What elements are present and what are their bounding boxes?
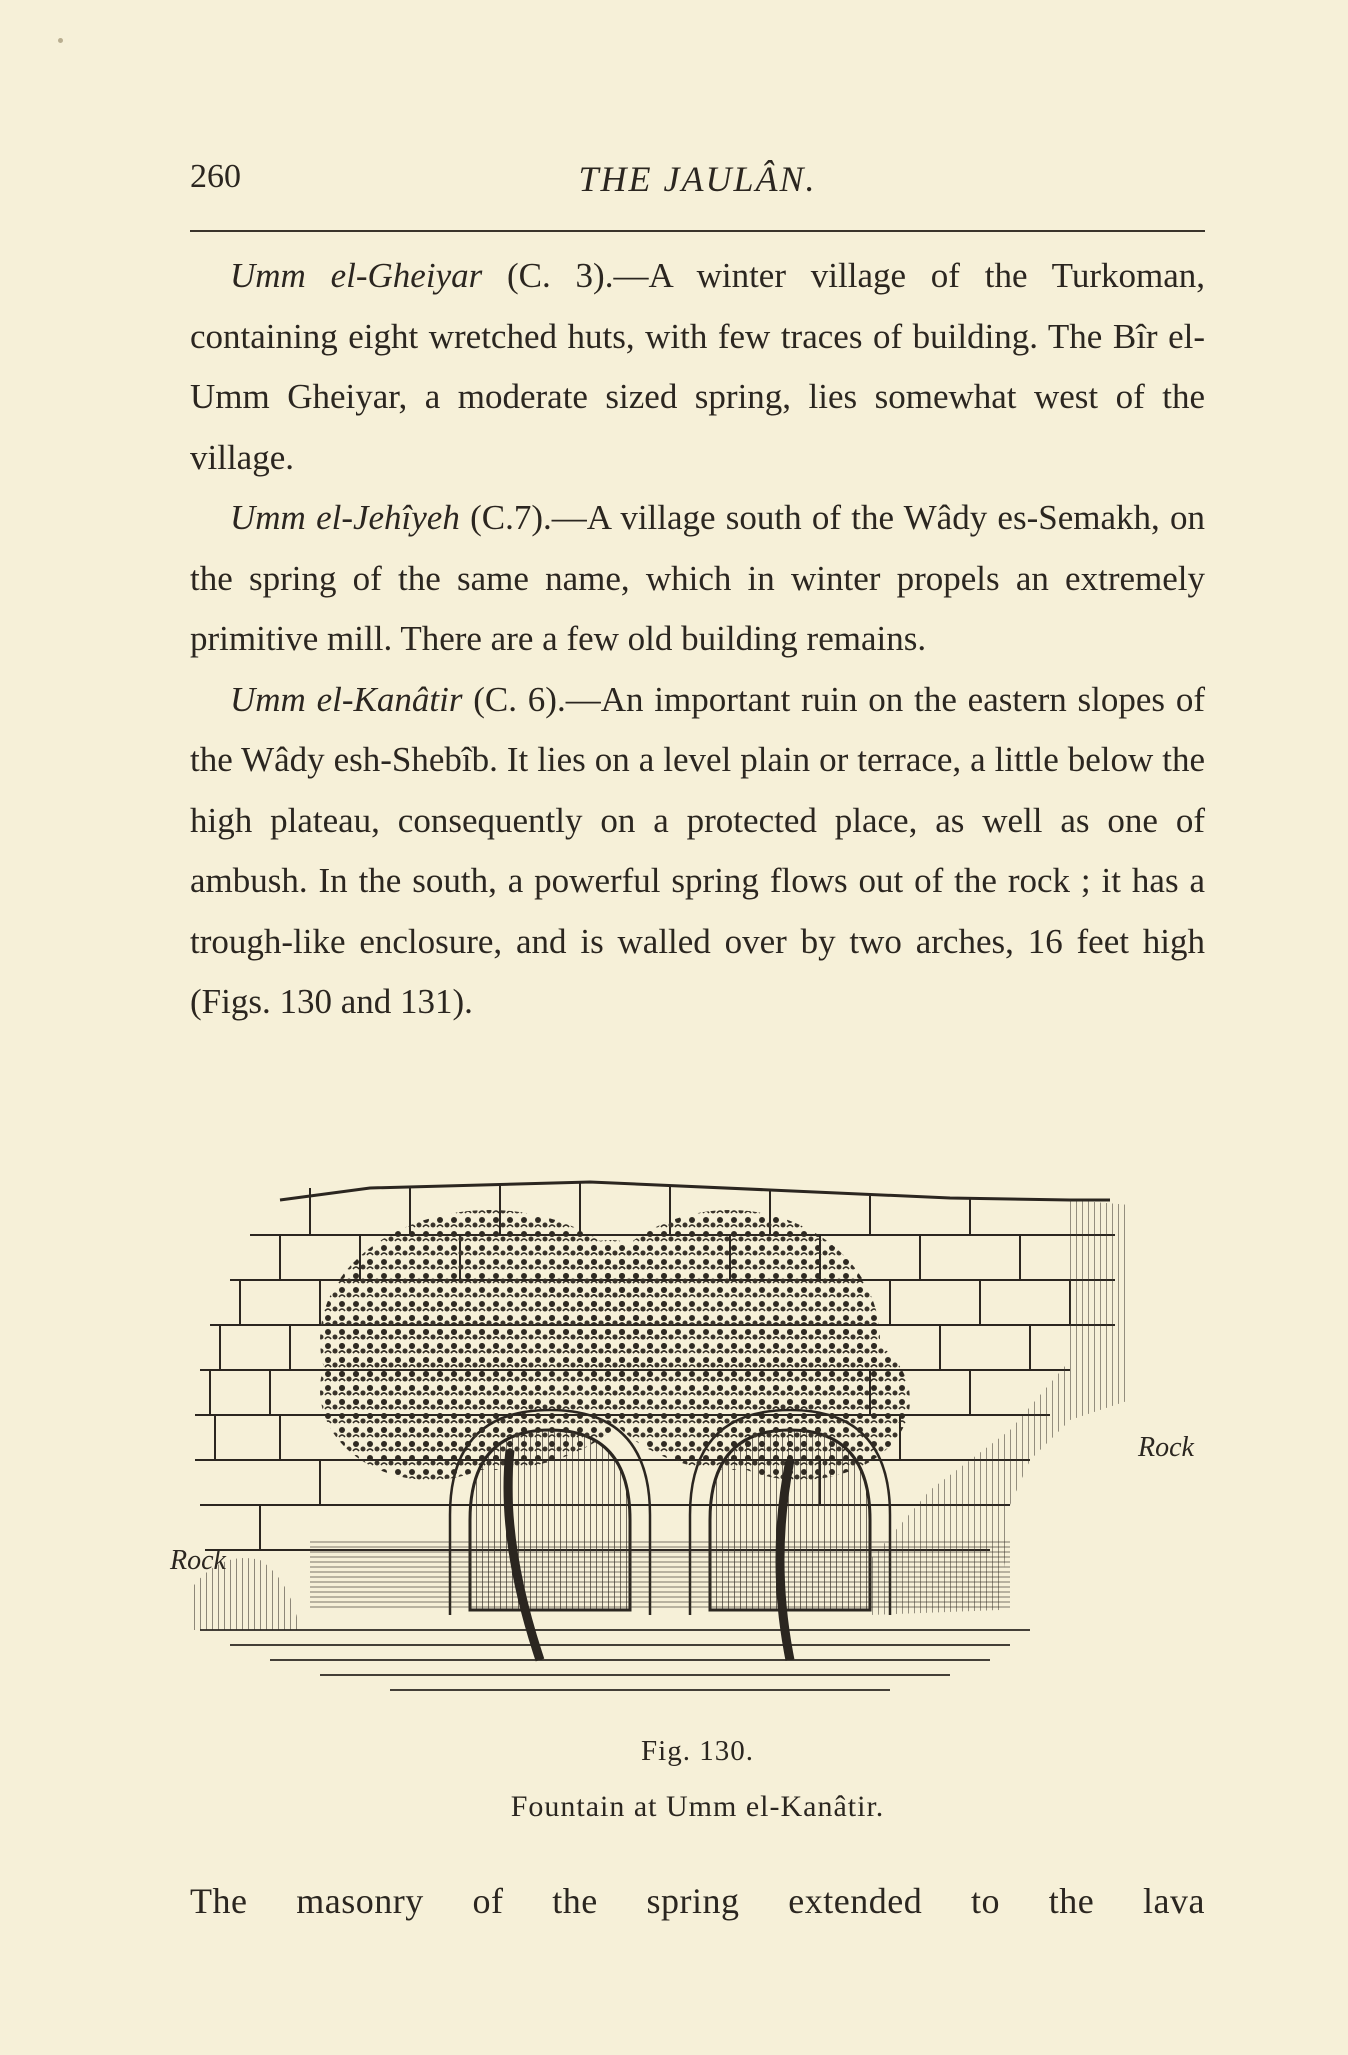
figure-caption: Fountain at Umm el-Kanâtir. (510, 1790, 885, 1823)
page-header (190, 158, 1205, 208)
rock-label-right: Rock (1138, 1432, 1194, 1463)
entry-title: Umm el-Jehîyeh (230, 498, 460, 537)
page-number: 260 (190, 158, 241, 195)
ground-lines (200, 1630, 1030, 1690)
engraving-illustration (170, 1160, 1230, 1720)
entry-text: (C. 3).—A winter village of the Turkoman, containing eight wretched huts, with few traces of building. The Bîr el-Umm Gheiyar, a moderate sized spring, lies somewhat west of the village. (190, 256, 1205, 477)
entry-text: (C. 6).—An important ruin on the eastern slopes of the Wâdy esh-Shebîb. It lies on a level plain or terrace, a little below the high plateau, consequently on a protected place, as well as one of ambush. In the south, a powerful spring flows out of the rock ; it has a trough-like enclosure, and is walled over by two arches, 16 feet high (Figs. 130 and 131). (190, 679, 1205, 1021)
wall-top-edge (280, 1182, 1110, 1200)
trough-enclosure (310, 1540, 1010, 1610)
body-text (190, 246, 1205, 1033)
rock-label-left: Rock (170, 1545, 226, 1576)
entry-paragraph (190, 488, 1205, 670)
fountain-engraving (170, 1160, 1230, 1720)
header-rule (190, 230, 1205, 232)
continuation-line: The masonry of the spring extended to the lava (190, 1881, 1205, 1921)
entry-text: (C.7).—A village south of the Wâdy es-Semakh, on the spring of the same name, which in winter propels an extremely primitive mill. There are a few old building remains. (190, 498, 1205, 658)
entry-title: Umm el-Kanâtir (230, 679, 463, 719)
tree-canopies (320, 1210, 910, 1480)
running-title: THE JAULÂN. (578, 159, 817, 199)
paper-speck (58, 38, 63, 43)
entry-title: Umm el-Gheiyar (230, 256, 483, 295)
entry-paragraph (190, 670, 1205, 1033)
figure-label: Fig. 130. (641, 1735, 754, 1767)
entry-paragraph (190, 246, 1205, 488)
